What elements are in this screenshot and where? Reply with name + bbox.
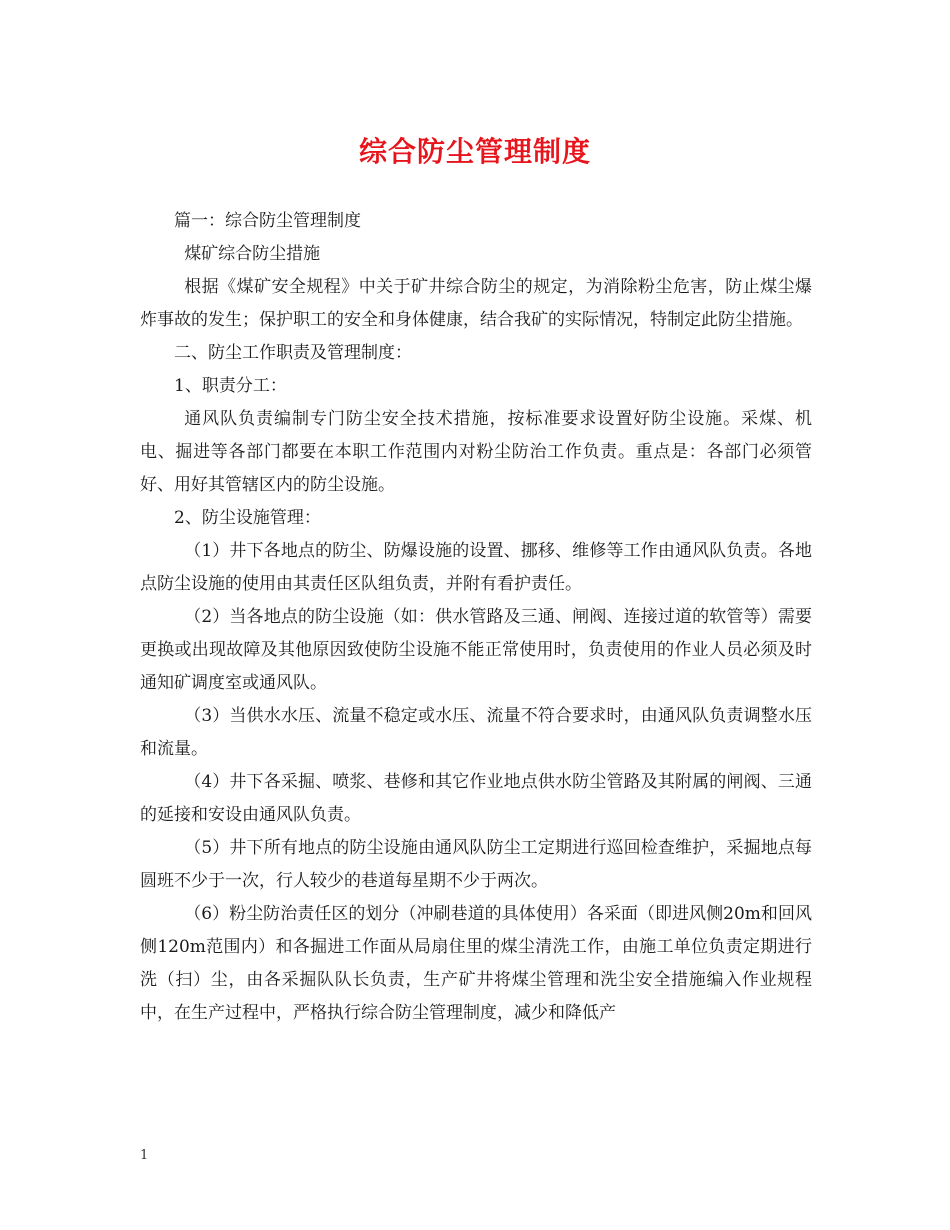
paragraph-item-1: （1）井下各地点的防尘、防爆设施的设置、挪移、维修等工作由通风队负责。各地点防尘设施的使用由其责任区队组负责，并附有看护责任。 [140,541,812,594]
paragraph-heading-facilities: 2、防尘设施管理： [174,508,321,528]
paragraph-heading-duties: 二、防尘工作职责及管理制度： [174,343,412,363]
paragraph-item-3: （3）当供水水压、流量不稳定或水压、流量不符合要求时，由通风队负责调整水压和流量。 [140,706,812,759]
paragraph-intro: 根据《煤矿安全规程》中关于矿井综合防尘的规定，为消除粉尘危害，防止煤尘爆炸事故的发生；保护职工的安全和身体健康，结合我矿的实际情况，特制定此防尘措施。 [140,277,812,330]
paragraph-item-2: （2）当各地点的防尘设施（如：供水管路及三通、闸阀、连接过道的软管等）需要更换或出现故障及其他原因致使防尘设施不能正常使用时，负责使用的作业人员必须及时通知矿调度室或通风队。 [140,607,812,693]
document-body [140,205,812,1030]
paragraph-item-5: （5）井下所有地点的防尘设施由通风队防尘工定期进行巡回检查维护，采掘地点每圆班不少于一次，行人较少的巷道每星期不少于两次。 [140,838,812,891]
paragraph-item-4: （4）井下各采掘、喷浆、巷修和其它作业地点供水防尘管路及其附属的闸阀、三通的延接和安设由通风队负责。 [140,772,812,825]
paragraph-item-6: （6）粉尘防治责任区的划分（冲刷巷道的具体使用）各采面（即进风侧20m和回风侧120m范围内）和各掘进工作面从局扇住里的煤尘清洗工作，由施工单位负责定期进行洗（扫）尘，由各采掘队队长负责，生产矿井将煤尘管理和洗尘安全措施编入作业规程中，在生产过程中，严格执行综合防尘管理制度，减少和降低产 [140,904,812,1023]
document-title: 综合防尘管理制度 [358,135,591,168]
paragraph-heading-division: 1、职责分工： [174,376,287,396]
paragraph-section-heading: 篇一：综合防尘管理制度 [174,211,361,231]
paragraph-subtitle: 煤矿综合防尘措施 [184,244,321,264]
paragraph-division-body: 通风队负责编制专门防尘安全技术措施，按标准要求设置好防尘设施。采煤、机电、掘进等各部门都要在本职工作范围内对粉尘防治工作负责。重点是：各部门必须管好、用好其管辖区内的防尘设施。 [140,409,812,495]
page-number: 1 [140,1148,149,1163]
